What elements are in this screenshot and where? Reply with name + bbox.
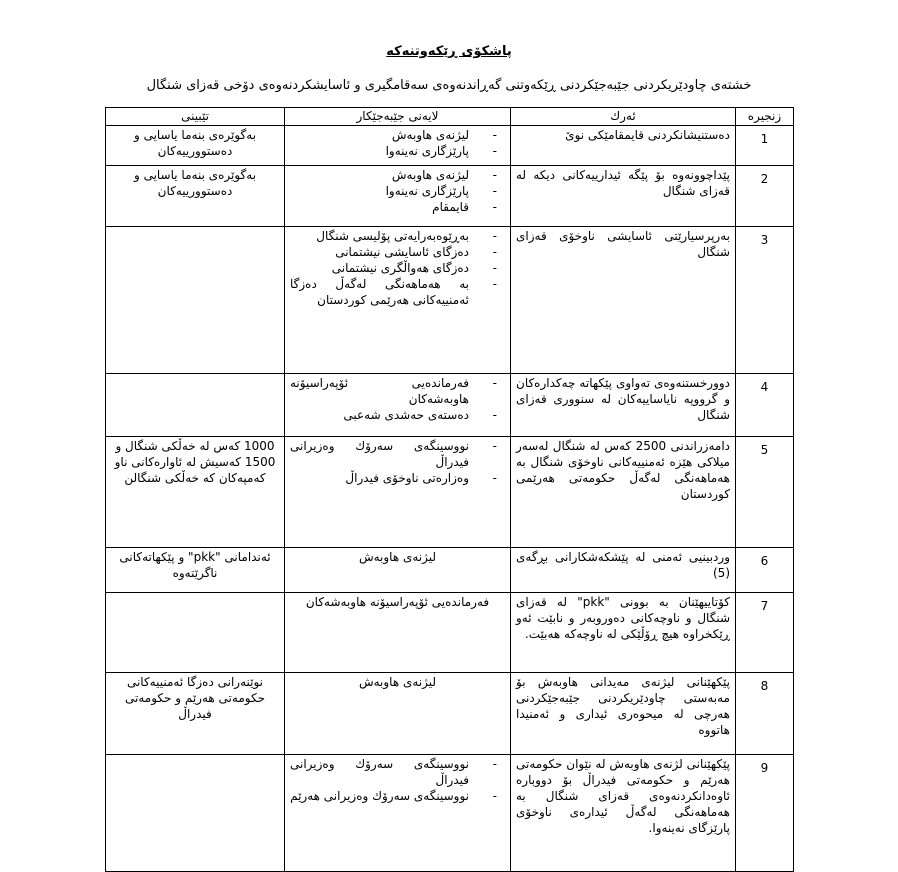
- party-item: - لیژنەی هاوبەش: [391, 128, 497, 142]
- party-item: - پارێزگاری نەینەوا: [385, 184, 497, 198]
- row-parties: [285, 166, 511, 227]
- row-note: [106, 593, 285, 673]
- row-parties: فەرماندەیی ئۆپەراسیۆنە هاوبەشەكان: [285, 593, 511, 673]
- row-number: 7: [736, 593, 794, 673]
- row-number: 6: [736, 548, 794, 593]
- row-parties: لیژنەی هاوبەش: [285, 673, 511, 755]
- row-parties: [285, 126, 511, 166]
- row-note: بەگوێرەی بنەما یاسایی و دەستوورییەكان: [106, 166, 285, 227]
- row-task: دەستنیشانكردنی قایمقامێكی نوێ: [511, 126, 736, 166]
- table-row: [106, 126, 794, 166]
- row-parties: [285, 755, 511, 872]
- table-header-row: [106, 108, 794, 126]
- row-note: ئەندامانی "pkk" و پێكهاتەكانی ناگرێتەوە: [106, 548, 285, 593]
- row-number: 2: [736, 166, 794, 227]
- party-item: - پارێزگاری نەینەوا: [385, 144, 497, 158]
- header-party: لایەنی جێبەجێكار: [285, 108, 511, 126]
- party-item: - دەزگای هەواڵگری نیشتمانی: [331, 261, 497, 275]
- header-note: تێبینی: [106, 108, 285, 126]
- row-number: 8: [736, 673, 794, 755]
- party-item: - دەزگای ئاسایشی نیشتمانی: [335, 245, 497, 259]
- row-task: بەرپرسیارێتی ئاسایشی ناوخۆی قەزای شنگال: [511, 227, 736, 374]
- party-item: - بە هەماهەنگی لەگەڵ دەزگا ئەمنییەكانی هەرێمی كوردستان: [290, 277, 497, 307]
- row-task: كۆتاییهێنان بە بوونی "pkk" لە قەزای شنگال و ناوچەكانی دەوروبەر و نابێت ئەو ڕێكخراوە هیچ ڕۆڵێكی لە ناوچەكە هەبێت.: [511, 593, 736, 673]
- row-task: پێكهێنانی لیژنەی مەیدانی هاوبەش بۆ مەبەستی چاودێریكردنی جێبەجێكردنی هەرچی لە میحوەری ئیداری و ئەمنیدا هاتووە: [511, 673, 736, 755]
- row-parties: [285, 374, 511, 437]
- party-item: - وەزارەتی ناوخۆی فیدراڵ: [345, 471, 497, 485]
- row-note: [106, 755, 285, 872]
- party-item: - نووسینگەی سەرۆك وەزیرانی هەرێم: [290, 789, 497, 803]
- table-row: [106, 548, 794, 593]
- row-number: 4: [736, 374, 794, 437]
- row-note: نوێنەرانی دەزگا ئەمنییەكانی حكومەتی هەرێم و حكومەتی فیدراڵ: [106, 673, 285, 755]
- party-item: - لیژنەی هاوبەش: [391, 168, 497, 182]
- party-item: - نووسینگەی سەرۆك وەزیرانی فیدراڵ: [290, 439, 497, 469]
- party-item: - بەڕێوەبەرایەتی پۆلیسی شنگال: [316, 229, 497, 243]
- row-number: 9: [736, 755, 794, 872]
- party-item: - قایمقام: [432, 200, 497, 214]
- party-item: - فەرماندەیی ئۆپەراسیۆنە هاوبەشەكان: [290, 376, 497, 406]
- row-task: وردبینیی ئەمنی لە پێشكەشكارانی بڕگەی (5): [511, 548, 736, 593]
- row-task: پێداچوونەوە بۆ پێگە ئیدارییەكانی دیكە لە قەزای شنگال: [511, 166, 736, 227]
- table-row: [106, 673, 794, 755]
- row-note: [106, 227, 285, 374]
- row-note: بەگوێرەی بنەما یاسایی و دەستوورییەكان: [106, 126, 285, 166]
- row-parties: لیژنەی هاوبەش: [285, 548, 511, 593]
- row-task: دامەزراندنی 2500 كەس لە شنگال لەسەر میلاكی هێزە ئەمنییەكانی ناوخۆی شنگال بە هەماهەنگی لەگەڵ حكومەتی هەرێمی كوردستان: [511, 437, 736, 548]
- party-item: - نووسینگەی سەرۆك وەزیرانی فیدراڵ: [290, 757, 497, 787]
- table-row: [106, 374, 794, 437]
- row-parties: [285, 437, 511, 548]
- party-item: - دەستەی حەشدی شەعبی: [343, 408, 497, 422]
- monitoring-table: [105, 107, 794, 872]
- table-row: [106, 593, 794, 673]
- table-row: [106, 166, 794, 227]
- row-number: 3: [736, 227, 794, 374]
- table-row: [106, 227, 794, 374]
- row-parties: [285, 227, 511, 374]
- table-row: [106, 755, 794, 872]
- page-title: پاشكۆی ڕێكەوتنەكە: [386, 44, 512, 59]
- row-note: 1000 كەس لە خەڵكی شنگال و 1500 كەسیش لە ئاوارەكانی ناو كەمپەكان كە خەڵكی شنگالن: [106, 437, 285, 548]
- row-number: 5: [736, 437, 794, 548]
- row-number: 1: [736, 126, 794, 166]
- header-task: ئەرك: [511, 108, 736, 126]
- row-note: [106, 374, 285, 437]
- header-no: زنجیرە: [736, 108, 794, 126]
- table-row: [106, 437, 794, 548]
- row-task: پێكهێنانی لژنەی هاوبەش لە نێوان حكومەتی هەرێم و حكومەتی فیدراڵ بۆ دووبارە ئاوەدانكردنەوەی قەزای شنگال بە هەماهەنگی لەگەڵ ئیدارەی ناوخۆی پارێزگای نەینەوا.: [511, 755, 736, 872]
- page-subtitle: خشتەی چاودێریكردنی جێبەجێكردنی ڕێكەوتنی گەڕاندنەوەی سەقامگیری و ئاسایشكردنەوەی دۆخی قەزای شنگال: [146, 78, 752, 93]
- row-task: دوورخستنەوەی تەواوی پێكهاتە چەكدارەكان و گرووپە نایاساییەكان لە سنووری قەزای شنگال: [511, 374, 736, 437]
